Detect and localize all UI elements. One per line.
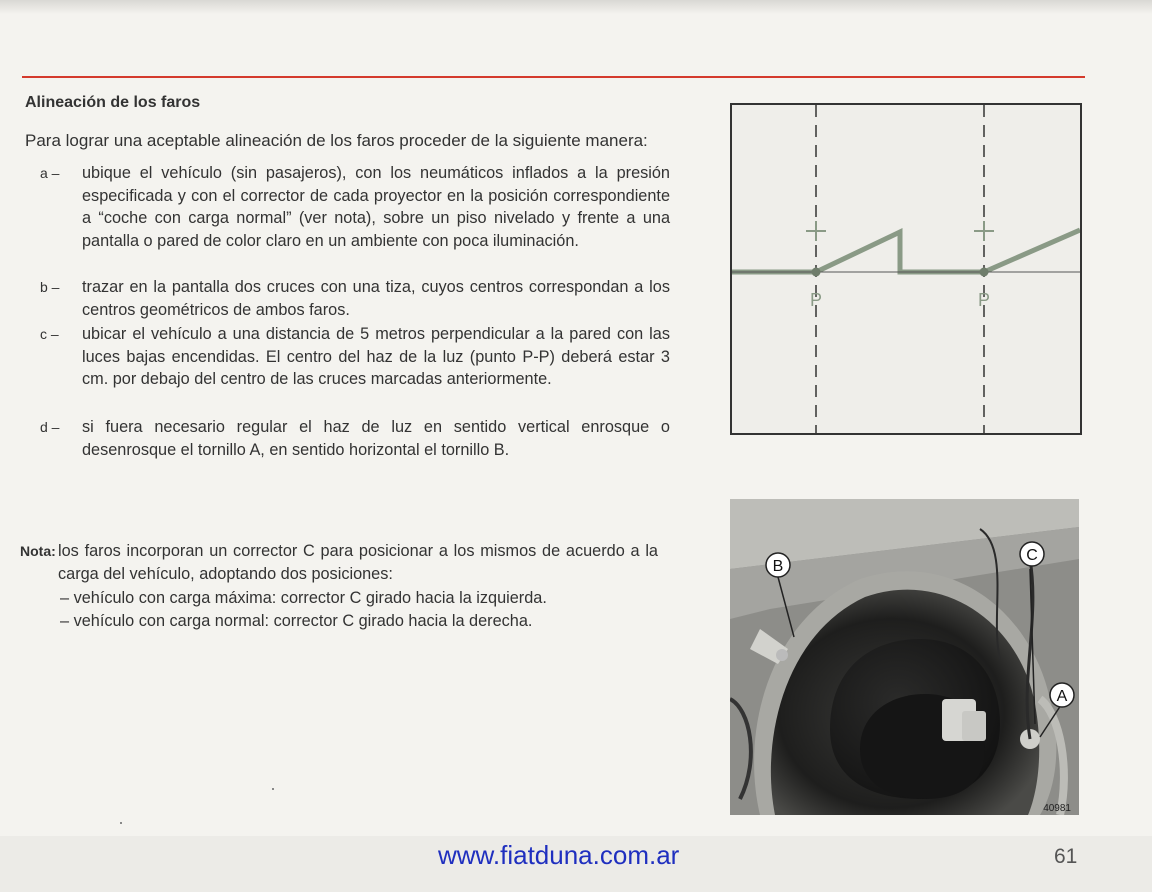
step-text: trazar en la pantalla dos cruces con una tiza, cuyos centros correspondan a los centros geométricos de ambos faros. (82, 278, 670, 319)
photo-code: 40981 (1043, 803, 1071, 814)
callout-a (1050, 683, 1074, 707)
step-a (40, 162, 670, 274)
callout-b-label: B (772, 558, 784, 575)
step-text: si fuera necesario regular el haz de luz en sentido vertical enrosque o desenrosque el tornillo A, en sentido horizontal el tornillo B. (82, 418, 670, 459)
right-point-marker (980, 268, 989, 277)
paper-speck (120, 822, 122, 824)
header-rule (22, 76, 1085, 78)
right-point-label: P (978, 290, 991, 310)
intro-text: Para lograr una aceptable alineación de los faros proceder de la siguiente manera: (25, 131, 648, 150)
step-text: ubique el vehículo (sin pasajeros), con los neumáticos inflados a la presión especificada y con el corrector de cada proyector en la posición correspondiente a “coche con carga normal” (ver nota), sobre un piso nivelado y frente a una pantalla o pared de color claro en un ambiente con poca iluminación. (82, 164, 670, 250)
section-heading: Alineación de los faros (25, 94, 201, 111)
paper-speck (272, 788, 274, 790)
alignment-diagram (730, 103, 1082, 435)
callout-c (1020, 542, 1044, 566)
top-shadow (0, 0, 1152, 14)
beam-cutoff-line (732, 230, 1080, 272)
note-text: los faros incorporan un corrector C para posicionar a los mismos de acuerdo a la carga del vehículo, adoptando dos posiciones: (58, 542, 658, 583)
headlight-photo-svg (730, 499, 1079, 815)
left-cross (806, 221, 826, 241)
step-letter: d – (40, 419, 60, 435)
step-letter: a – (40, 165, 60, 181)
callout-b (766, 553, 790, 577)
callout-a-label: A (1056, 688, 1068, 705)
step-text: ubicar el vehículo a una distancia de 5 metros perpendicular a la pared con las luces bajas encendidas. El centro del haz de la luz (punto P-P) deberá estar 3 cm. por debajo del centro de las cruces marcadas anteriormente. (82, 325, 670, 388)
step-letter: c – (40, 326, 59, 342)
step-c (40, 323, 670, 413)
step-b (40, 276, 670, 321)
left-point-marker (812, 268, 821, 277)
note-item: – vehículo con carga normal: corrector C girado hacia la derecha. (60, 612, 533, 630)
page-number: 61 (1054, 845, 1078, 868)
step-d (40, 416, 670, 461)
website-link[interactable]: www.fiatduna.com.ar (438, 840, 680, 870)
right-cross (974, 221, 994, 241)
alignment-diagram-svg (732, 105, 1080, 433)
step-letter: b – (40, 279, 60, 295)
headlight-photo (730, 499, 1079, 815)
note-item: – vehículo con carga máxima: corrector C girado hacia la izquierda. (60, 589, 547, 607)
callout-c-label: C (1026, 547, 1038, 564)
note-label: Nota: (20, 543, 56, 559)
left-point-label: P (810, 290, 823, 310)
